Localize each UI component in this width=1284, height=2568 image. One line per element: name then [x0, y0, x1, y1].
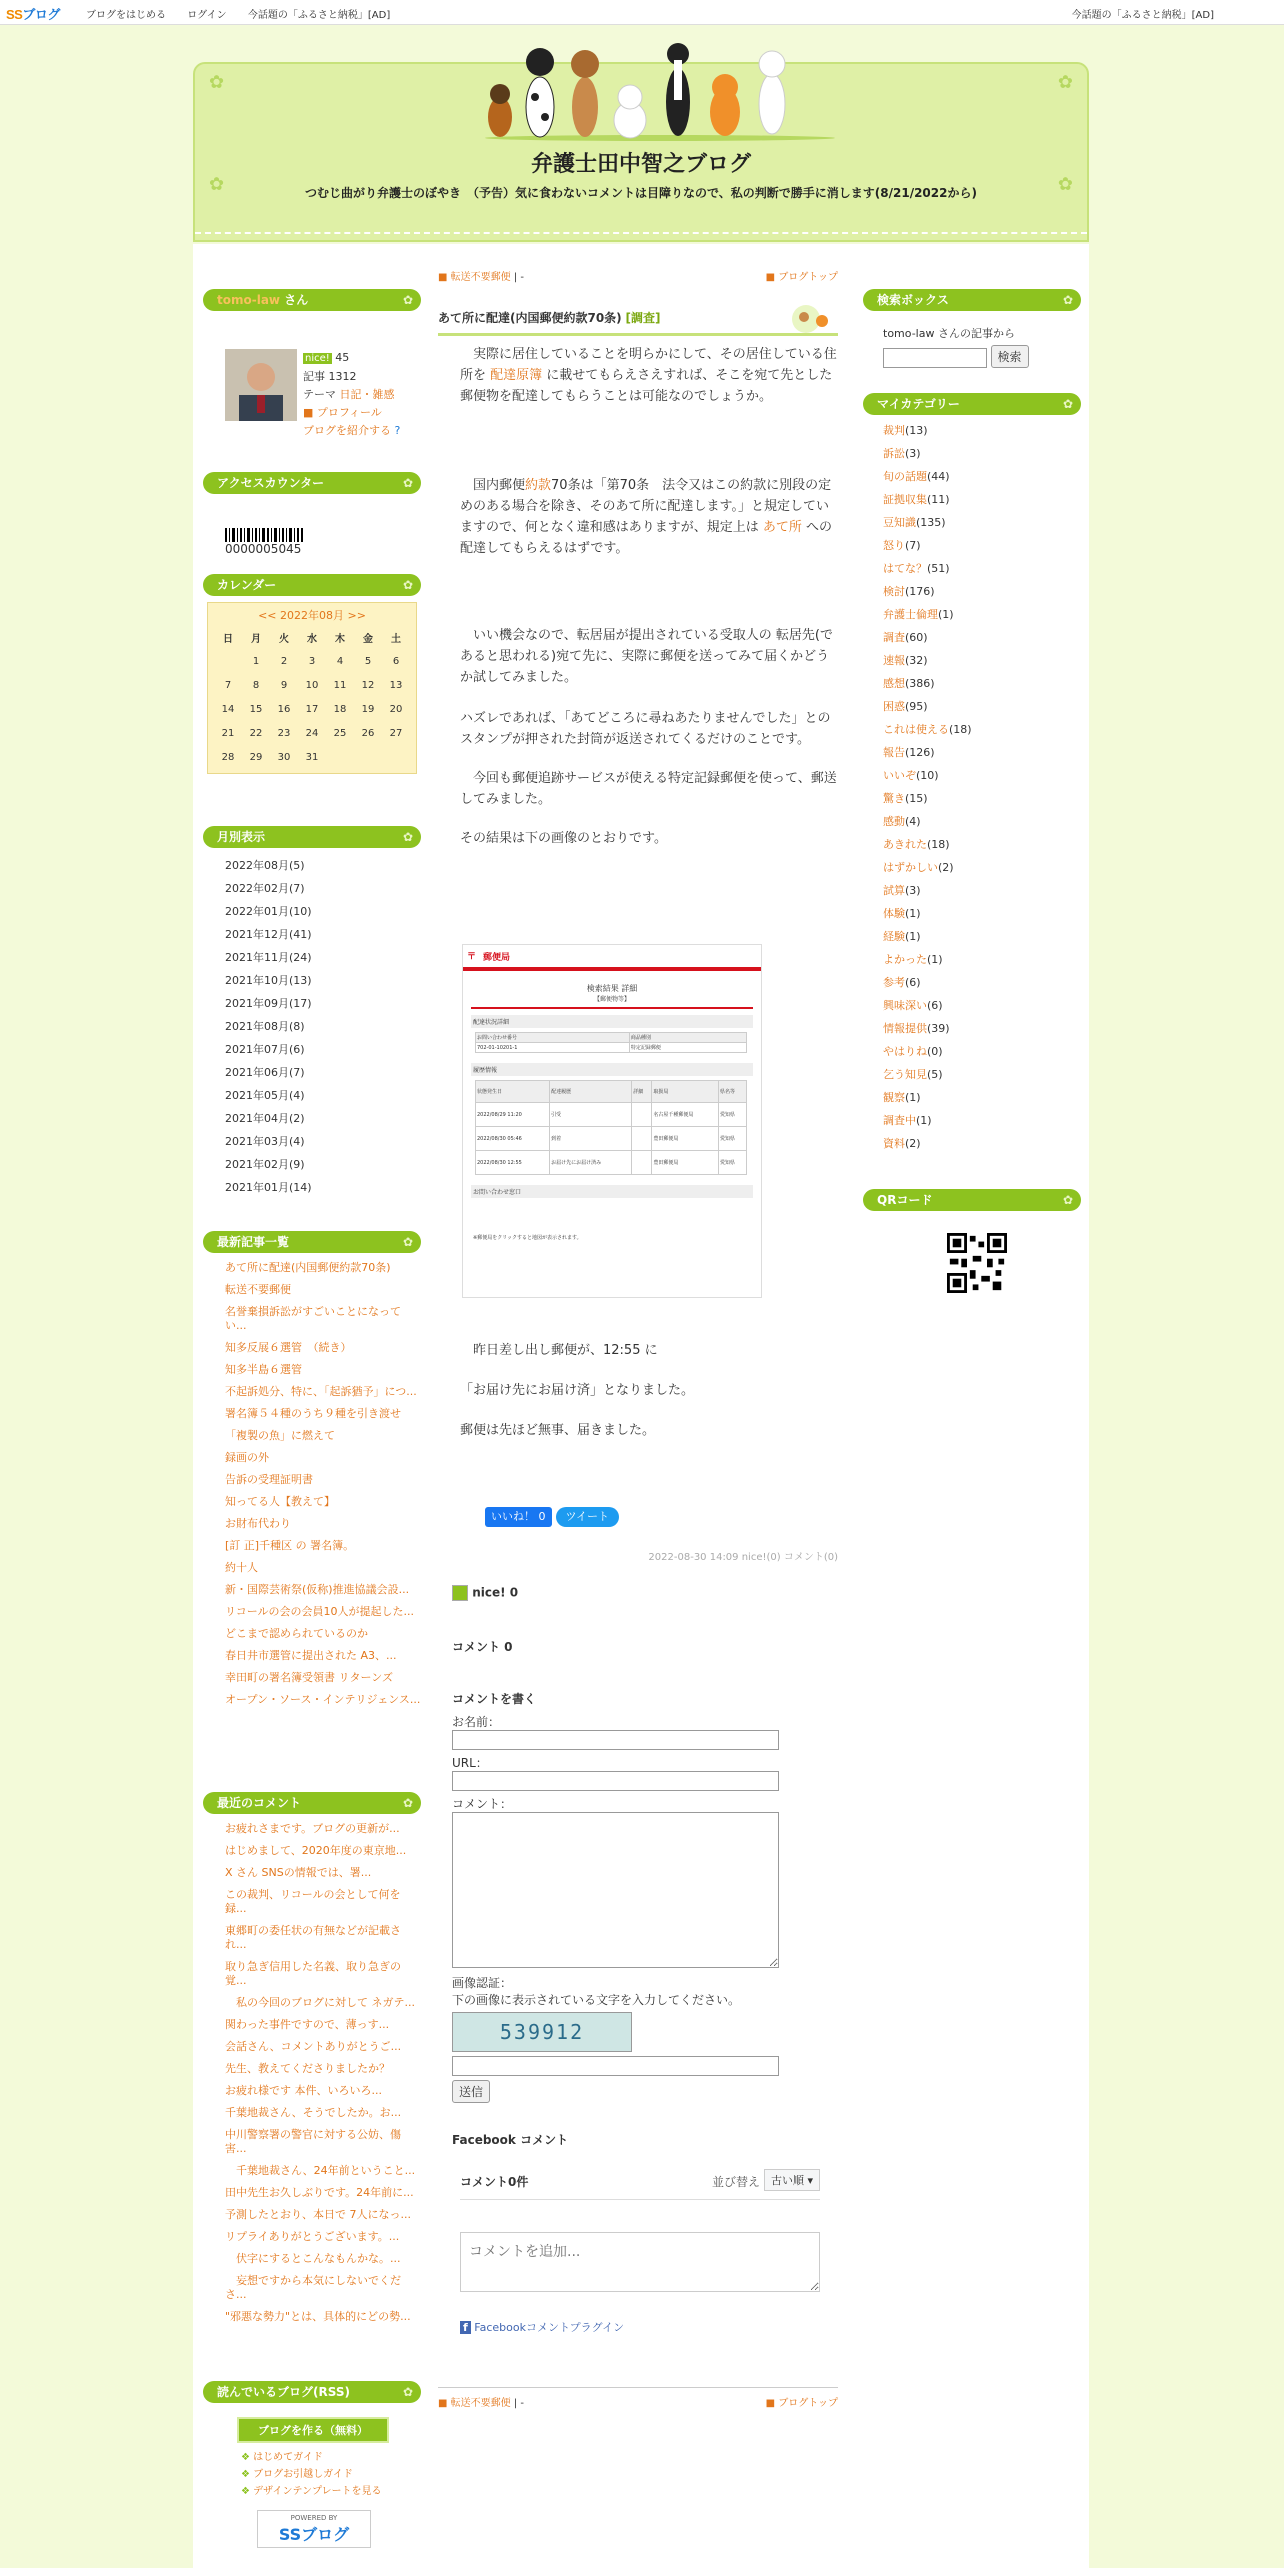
recent-post-link[interactable]: 告訴の受理証明書 — [225, 1473, 313, 1486]
category-item[interactable]: 感想(386) — [883, 677, 935, 690]
tracking-section-2: 履歴情報 — [471, 1063, 753, 1076]
dogs-illustration — [480, 42, 840, 142]
recent-post-link[interactable]: オープン・ソース・インテリジェンス... — [225, 1693, 421, 1706]
comment-textarea[interactable] — [452, 1812, 779, 1968]
calendar-day — [354, 745, 382, 769]
recent-post-link[interactable]: 知多半島６選管 — [225, 1363, 302, 1376]
calendar-day-header: 水 — [307, 633, 317, 645]
dog-icon — [666, 43, 690, 136]
post-body-end — [440, 1340, 840, 1441]
category-item[interactable]: はずかしい(2) — [883, 861, 954, 874]
monthly-item[interactable]: 2021年01月(14) — [225, 1181, 312, 1194]
japan-post-logo: 〒 — [467, 952, 477, 962]
fb-plugin-link[interactable]: f Facebookコメントプラグイン — [460, 2319, 820, 2335]
calendar-day: 10 — [305, 679, 319, 691]
post-body — [440, 344, 840, 849]
calendar-day-header: 木 — [335, 633, 345, 645]
calendar-caption — [214, 607, 410, 623]
nice-icon[interactable] — [452, 1585, 468, 1601]
category-item[interactable]: 報告(126) — [883, 746, 935, 759]
calendar-prev-link[interactable]: << — [258, 609, 277, 622]
bullet-icon: ❖ — [241, 2486, 250, 2497]
url-label: URL： — [452, 1756, 488, 1770]
ad-link-right[interactable]: 今話題の「ふるさと納税」[AD] — [1071, 10, 1214, 21]
tracking-note: ※郵便局をクリックすると地図が表示されます。 — [473, 1235, 582, 1241]
calendar-day: 1 — [252, 655, 260, 667]
category-item[interactable]: 観察(1) — [883, 1091, 921, 1104]
recent-comment-link[interactable]: リプライありがとうございます。... — [225, 2230, 400, 2243]
blog-title[interactable]: 弁護士田中智之ブログ — [530, 151, 751, 177]
post-paragraph: 実際に居住していることを明らかにして、その居住している住所を 配達原簿 に載せてもらえさえすれば、そこを宛て先とした郵便物を配達してもらうことは可能なのでしょうか。 — [460, 347, 837, 404]
post-paragraph: いい機会なので、転居届が提出されている受取人の 転居先(であると思われる)宛て先に、実際に郵便を送ってみて届くかどうか試してみました。 — [460, 628, 833, 685]
category-item[interactable]: 調査中(1) — [883, 1114, 932, 1127]
calendar-day: 31 — [305, 751, 319, 763]
post-paragraph: 昨日差し出し郵便が、12:55 に — [460, 1343, 658, 1358]
recent-comment-link[interactable]: 取り急ぎ信用した名義、取り急ぎの覚... — [225, 1960, 401, 1987]
fb-comment-input[interactable] — [460, 2232, 820, 2292]
recent-post-link[interactable]: 不起訴処分、特に、「起訴猶予」につ... — [225, 1385, 417, 1398]
powered-by-text: POWERED BY — [290, 2514, 338, 2522]
facebook-like-button[interactable]: いいね！ 0 — [485, 1507, 552, 1527]
post-meta: 2022-08-30 14:09 nice!(0) コメント(0) — [648, 1552, 838, 1563]
prev-icon: ■ — [438, 272, 448, 283]
search-button[interactable]: 検索 — [991, 345, 1029, 368]
dog-icon — [526, 48, 554, 137]
addressee-link[interactable]: あて所 — [762, 520, 802, 535]
template-link[interactable]: デザインテンプレートを見る — [253, 2486, 382, 2497]
category-item[interactable]: 情報提供(39) — [883, 1022, 950, 1035]
post-category-link[interactable]: [調査] — [625, 311, 661, 325]
category-item[interactable]: よかった(1) — [883, 953, 943, 966]
category-item[interactable]: やはりね(0) — [883, 1045, 943, 1058]
access-counter-section — [203, 472, 421, 556]
avatar[interactable] — [225, 349, 297, 421]
name-label: お名前： — [452, 1715, 501, 1729]
monthly-item[interactable]: 2021年07月(6) — [225, 1043, 305, 1056]
calendar-day: 16 — [277, 703, 291, 715]
comments-count: コメント 0 — [452, 1640, 513, 1654]
calendar-day-link[interactable]: 30 — [277, 751, 291, 763]
category-item[interactable]: 体験(1) — [883, 907, 921, 920]
delivery-register-link[interactable]: 配達原簿 — [490, 368, 543, 383]
calendar-day — [214, 649, 242, 673]
monthly-item[interactable]: 2021年11月(24) — [225, 951, 312, 964]
recent-comment-link[interactable]: お疲れさまです。ブログの更新が... — [225, 1822, 400, 1835]
tracking-number-table: お問い合わせ番号 商品種別 702-01-10201-1 特定記録郵便 — [475, 1032, 747, 1053]
recent-post-link[interactable]: どこまで認められているのか — [225, 1627, 368, 1640]
recent-posts-heading: 最新記事一覧 ✿ — [203, 1231, 421, 1253]
article-count: 記事 1312 — [303, 370, 357, 383]
dogs-mini-icon — [790, 303, 838, 333]
japan-post-header — [463, 945, 761, 971]
recent-comment-link[interactable]: 先生、教えてくださりましたか？ — [225, 2062, 390, 2075]
calendar-day: 8 — [252, 679, 260, 691]
category-item[interactable]: 旬の話題(44) — [883, 470, 950, 483]
calendar-day-header: 土 — [391, 633, 401, 645]
category-item[interactable]: これは使える(18) — [883, 723, 972, 736]
category-item[interactable]: 調査(60) — [883, 631, 928, 644]
captcha-image: 539912 — [452, 2012, 632, 2052]
profile-icon: ■ — [303, 406, 314, 419]
calendar-day: 23 — [277, 727, 291, 739]
name-input[interactable] — [452, 1730, 779, 1750]
recent-post-link[interactable]: 署名簿５４種のうち９種を引き渡せ — [225, 1407, 401, 1420]
calendar-section — [203, 574, 421, 774]
qr-code-icon — [947, 1233, 1007, 1293]
calendar-day: 17 — [305, 703, 319, 715]
monthly-item[interactable]: 2021年12月(41) — [225, 928, 312, 941]
monthly-item[interactable]: 2021年09月(17) — [225, 997, 312, 1010]
post-nav-bottom — [438, 2387, 838, 2409]
recent-comment-link[interactable]: 東郷町の委任状の有無などが記載され... — [225, 1924, 401, 1951]
calendar-day: 5 — [364, 655, 372, 667]
paw-icon: ✿ — [209, 174, 225, 195]
calendar-day-header: 金 — [363, 633, 373, 645]
recent-comment-link[interactable]: 関わった事件ですので、薄っす... — [225, 2018, 390, 2031]
calendar-day: 7 — [224, 679, 232, 691]
recent-post-link[interactable]: 知多反展６選管 （続き） — [225, 1341, 352, 1354]
post-nav-top — [438, 268, 838, 283]
next-post-link: - — [520, 272, 524, 283]
profile-user-suffix: さん — [284, 293, 309, 307]
category-item[interactable]: 弁護士倫理(1) — [883, 608, 954, 621]
calendar-month[interactable]: 2022年08月 — [280, 609, 344, 622]
recent-comment-link[interactable]: お疲れ様です 本件、いろいろ... — [225, 2084, 382, 2097]
recent-comment-link[interactable]: 千葉地裁さん、そうでしたか。お... — [225, 2106, 402, 2119]
category-item[interactable]: 試算(3) — [883, 884, 921, 897]
monthly-item[interactable]: 2021年06月(7) — [225, 1066, 305, 1079]
dog-icon — [571, 50, 599, 137]
calendar-day: 12 — [361, 679, 375, 691]
blog-top-link[interactable]: ブログトップ — [778, 272, 838, 283]
search-heading: 検索ボックス ✿ — [863, 289, 1081, 311]
calendar-day-header: 月 — [251, 633, 261, 645]
nice-count: 45 — [335, 351, 350, 364]
facebook-icon: f — [460, 2321, 471, 2334]
dog-icon — [759, 51, 785, 134]
recent-post-link[interactable]: リコールの会の会員10人が提起した... — [225, 1605, 415, 1618]
help-icon[interactable]: ? — [394, 424, 401, 437]
start-blog-link[interactable]: ブログをはじめる — [86, 10, 166, 21]
monthly-item[interactable]: 2022年08月(5) — [225, 859, 305, 872]
calendar-day: 21 — [221, 727, 235, 739]
calendar-day: 2 — [280, 655, 288, 667]
recent-post-link[interactable]: あて所に配達(内国郵便約款70条) — [225, 1261, 391, 1274]
my-category-section — [863, 393, 1081, 1155]
calendar-day: 18 — [333, 703, 347, 715]
calendar-day: 19 — [361, 703, 375, 715]
calendar-day — [326, 745, 354, 769]
search-input[interactable] — [883, 348, 987, 368]
prev-post-link[interactable]: 転送不要郵便 — [450, 272, 511, 283]
tweet-button[interactable]: ツイート — [556, 1507, 619, 1527]
first-guide-link[interactable]: はじめてガイド — [253, 2452, 323, 2463]
next-post-link-bottom: - — [520, 2398, 524, 2409]
recent-comment-link[interactable]: X さん SNSの情報では、署... — [225, 1866, 372, 1879]
calendar-day-link[interactable]: 28 — [221, 751, 235, 763]
bullet-icon: ❖ — [241, 2469, 250, 2480]
share-buttons — [485, 1507, 619, 1527]
nice-badge: nice! — [305, 353, 330, 364]
recent-comments-list — [203, 1814, 421, 2328]
facebook-comments-plugin — [460, 2165, 820, 2385]
category-item[interactable]: いいぞ(10) — [883, 769, 939, 782]
fb-comments-bar — [460, 2165, 820, 2200]
submit-button[interactable]: 送信 — [452, 2080, 490, 2103]
home-icon: ■ — [765, 2398, 776, 2409]
category-item[interactable]: あきれた(18) — [883, 838, 950, 851]
fb-sort-select[interactable]: 古い順 ▾ — [764, 2169, 820, 2191]
recent-posts-list — [203, 1253, 421, 1711]
calendar-day-header: 日 — [223, 633, 233, 645]
calendar-day: 4 — [336, 655, 344, 667]
calendar-next-link[interactable]: >> — [347, 609, 366, 622]
recent-comment-link[interactable]: この裁判、リコールの会として何を録... — [225, 1888, 401, 1915]
monthly-item[interactable]: 2022年01月(10) — [225, 905, 312, 918]
top-bar — [0, 0, 1284, 25]
theme-link[interactable]: 日記・雑感 — [339, 388, 395, 401]
powered-by-badge[interactable] — [257, 2510, 371, 2548]
move-guide-link[interactable]: ブログお引越しガイド — [253, 2469, 353, 2480]
post-paragraph: その結果は下の画像のとおりです。 — [460, 831, 667, 846]
monthly-item[interactable]: 2021年10月(13) — [225, 974, 312, 987]
profile-user-link[interactable]: tomo-law — [217, 293, 281, 307]
tracking-history-table: 状態発生日 配達履歴 詳細 取扱局 県名等 2022/08/29 11:20 引受 名古屋千種郵便局 愛知県 2022/08/30 05:46 到着 豊田郵便局 愛知県 2022/08/30 12:55 お届け先にお届け済み 豊田郵便局 愛知県 — [475, 1080, 747, 1175]
calendar-day: 9 — [280, 679, 288, 691]
right-sidebar — [863, 289, 1081, 368]
post-paragraph: 国内郵便約款70条は「第70条 法令又はこの約款に別段の定めのある場合を除き、そのあて所に配達します。」と規定していますので、何となく違和感はありますが、規定上は あて所 への配達してもらえるはずです。 — [460, 478, 833, 556]
ss-blog-logo[interactable]: SSブログ — [6, 7, 60, 22]
calendar-day: 29 — [249, 751, 263, 763]
recent-comment-link[interactable]: "邪悪な勢力"とは、具体的にどの勢... — [225, 2310, 411, 2323]
category-item[interactable]: 速報(32) — [883, 654, 928, 667]
login-link[interactable]: ログイン — [187, 10, 227, 21]
calendar-day: 13 — [389, 679, 403, 691]
calendar-day: 15 — [249, 703, 263, 715]
prev-icon: ■ — [438, 2398, 448, 2409]
dog-icon — [488, 84, 512, 137]
category-item[interactable]: 訴訟(3) — [883, 447, 921, 460]
comment-form — [452, 1690, 792, 2103]
monthly-list — [203, 848, 421, 1199]
qr-section — [863, 1189, 1081, 1293]
calendar-day: 3 — [308, 655, 316, 667]
comment-label: コメント： — [452, 1797, 513, 1811]
blog-subtitle: つむじ曲がり弁護士のぼやき （予告）気に食わないコメントは目障りなので、私の判断で勝手に消します(8/21/2022から) — [305, 186, 977, 200]
captcha-label: 画像認証： — [452, 1976, 513, 1990]
recent-posts-section — [203, 1231, 421, 1711]
recent-post-link[interactable]: 「複製の魚」に燃えて — [225, 1429, 335, 1442]
dog-icon — [710, 74, 740, 136]
calendar-day-link[interactable]: 26 — [361, 727, 375, 739]
theme-label: テーマ — [303, 388, 336, 401]
category-item[interactable]: 乞う知見(5) — [883, 1068, 943, 1081]
captcha-input[interactable] — [452, 2056, 779, 2076]
tracking-sub: 【郵便物等】 — [471, 994, 753, 1009]
category-item[interactable]: 興味深い(6) — [883, 999, 943, 1012]
rss-heading: 読んでいるブログ(RSS) ✿ — [203, 2381, 421, 2403]
my-category-heading: マイカテゴリー ✿ — [863, 393, 1081, 415]
recent-post-link[interactable]: [訂 正]千種区 の 署名簿。 — [225, 1539, 355, 1552]
post-paragraph: 今回も郵便追跡サービスが使える特定記録郵便を使って、郵送してみました。 — [460, 771, 837, 807]
access-count: 0000005045 — [225, 542, 302, 556]
tracking-heading: 検索結果 詳細 — [586, 984, 638, 993]
profile-link[interactable]: プロフィール — [316, 406, 382, 419]
nav-separator: | — [513, 2398, 518, 2409]
monthly-item[interactable]: 2021年05月(4) — [225, 1089, 305, 1102]
recent-post-link[interactable]: 名誉棄損訴訟がすごいことになってい... — [225, 1305, 401, 1332]
powered-by-logo: SSブログ — [278, 2525, 350, 2544]
nice-total: nice! 0 — [472, 1585, 519, 1600]
guide-links — [241, 2449, 421, 2500]
captcha-hint: 下の画像に表示されている文字を入力してください。 — [452, 1993, 741, 2007]
monthly-item[interactable]: 2022年02月(7) — [225, 882, 305, 895]
category-item[interactable]: 豆知識(135) — [883, 516, 946, 529]
japan-post-brand: 郵便局 — [483, 953, 511, 963]
nice-section — [452, 1585, 518, 1601]
category-item[interactable]: 経験(1) — [883, 930, 921, 943]
top-nav — [86, 6, 408, 21]
calendar-day — [382, 745, 410, 769]
post-paragraph: 郵便は先ほど無事、届きました。 — [460, 1423, 656, 1438]
fb-sort-label: 並び替え — [711, 2175, 760, 2189]
make-blog-button[interactable]: ブログを作る（無料） — [237, 2417, 389, 2443]
left-sidebar — [203, 289, 421, 437]
recent-comment-link[interactable]: 千葉地裁さん、24年前ということ... — [225, 2164, 416, 2177]
post-paragraph: ハズレであれば、「あてどころに尋ねあたりませんでした」とのスタンプが押された封筒が返送されてくるだけのことです。 — [460, 711, 831, 747]
category-item[interactable]: 裁判(13) — [883, 424, 928, 437]
barcode-icon — [225, 528, 305, 542]
profile-heading — [203, 289, 421, 311]
introduce-blog-link[interactable]: ブログを紹介する — [303, 424, 391, 437]
profile-stats — [303, 349, 400, 440]
category-item[interactable]: はてな？(51) — [883, 562, 950, 575]
recent-post-link[interactable]: 転送不要郵便 — [225, 1283, 291, 1296]
fb-comments-count: コメント0件 — [460, 2175, 529, 2189]
calendar — [207, 602, 417, 774]
recent-comment-link[interactable]: 伏字にするとこんなもんかな。... — [225, 2252, 401, 2265]
calendar-day: 11 — [333, 679, 347, 691]
recent-post-link[interactable]: 新・国際芸術祭(仮称)推進協議会設... — [225, 1583, 410, 1596]
bullet-icon: ❖ — [241, 2452, 250, 2463]
category-item[interactable]: 参考(6) — [883, 976, 921, 989]
recent-post-link[interactable]: 約十人 — [225, 1561, 258, 1574]
calendar-day: 25 — [333, 727, 347, 739]
calendar-grid — [214, 625, 410, 769]
blog-top-link-bottom[interactable]: ブログトップ — [778, 2398, 838, 2409]
monthly-item[interactable]: 2021年03月(4) — [225, 1135, 305, 1148]
recent-comment-link[interactable]: 予測したとおり、本日で 7人になっ... — [225, 2208, 411, 2221]
nav-separator: | — [513, 272, 518, 283]
recent-post-link[interactable]: 録画の外 — [225, 1451, 269, 1464]
home-icon: ■ — [765, 272, 776, 283]
rss-section — [203, 2381, 421, 2548]
recent-post-link[interactable]: 知ってる人【教えて】 — [225, 1495, 335, 1508]
monthly-item[interactable]: 2021年04月(2) — [225, 1112, 305, 1125]
recent-post-link[interactable]: お財布代わり — [225, 1517, 291, 1530]
category-item[interactable]: 驚き(15) — [883, 792, 928, 805]
calendar-day: 14 — [221, 703, 235, 715]
category-item[interactable]: 資料(2) — [883, 1137, 921, 1150]
recent-comment-link[interactable]: はじめまして、2020年度の東京地... — [225, 1844, 407, 1857]
category-item[interactable]: 証拠収集(11) — [883, 493, 950, 506]
category-list — [863, 415, 1081, 1155]
access-counter-heading: アクセスカウンター ✿ — [203, 472, 421, 494]
recent-post-link[interactable]: 春日井市選管に提出された A3、... — [225, 1649, 397, 1662]
calendar-day-header: 火 — [279, 633, 289, 645]
recent-comment-link[interactable]: 田中先生お久しぶりです。24年前に... — [225, 2186, 414, 2199]
recent-comment-link[interactable]: 中川警察署の警官に対する公妨、傷害... — [225, 2128, 401, 2155]
recent-comment-link[interactable]: 会話さん、コメントありがとうご... — [225, 2040, 402, 2053]
post-title-bar — [438, 303, 838, 336]
monthly-archive-section — [203, 826, 421, 1199]
url-input[interactable] — [452, 1771, 779, 1791]
recent-comments-section — [203, 1792, 421, 2328]
recent-comment-link[interactable]: 私の今回のブログに対して ネガテ... — [225, 1996, 415, 2009]
tracking-section-3: お問い合わせ窓口 — [471, 1185, 753, 1198]
tracking-section-1: 配達状況詳細 — [471, 1015, 753, 1028]
category-item[interactable]: 検討(176) — [883, 585, 935, 598]
ad-link[interactable]: 今話題の「ふるさと納税」[AD] — [247, 10, 391, 21]
calendar-heading: カレンダー ✿ — [203, 574, 421, 596]
paw-icon: ✿ — [1057, 174, 1073, 195]
facebook-comments-heading: Facebook コメント — [452, 2133, 569, 2147]
terms-link[interactable]: 約款 — [525, 478, 552, 493]
dog-icon — [614, 85, 646, 138]
paw-icon: ✿ — [209, 72, 225, 93]
calendar-day: 20 — [389, 703, 403, 715]
monthly-item[interactable]: 2021年08月(8) — [225, 1020, 305, 1033]
category-item[interactable]: 困惑(95) — [883, 700, 928, 713]
recent-post-link[interactable]: 幸田町の署名簿受領書 リターンズ — [225, 1671, 393, 1684]
paw-icon: ✿ — [1057, 72, 1073, 93]
category-item[interactable]: 感動(4) — [883, 815, 921, 828]
calendar-day: 6 — [392, 655, 400, 667]
comment-form-heading: コメントを書く — [452, 1692, 537, 1706]
monthly-item[interactable]: 2021年02月(9) — [225, 1158, 305, 1171]
category-item[interactable]: 怒り(7) — [883, 539, 921, 552]
search-hint: tomo-law さんの記事から — [883, 327, 1015, 340]
post-paragraph: 「お届け先にお届け済」となりました。 — [460, 1383, 695, 1398]
tracking-result-image[interactable] — [462, 944, 762, 1298]
calendar-day: 24 — [305, 727, 319, 739]
calendar-day: 22 — [249, 727, 263, 739]
qr-heading: QRコード ✿ — [863, 1189, 1081, 1211]
recent-comment-link[interactable]: 妄想ですから本気にしないでくださ... — [225, 2274, 401, 2301]
prev-post-link-bottom[interactable]: 転送不要郵便 — [450, 2398, 511, 2409]
monthly-archive-heading: 月別表示 ✿ — [203, 826, 421, 848]
calendar-day: 27 — [389, 727, 403, 739]
profile-box — [203, 311, 421, 437]
recent-comments-heading: 最近のコメント ✿ — [203, 1792, 421, 1814]
post-title[interactable]: あて所に配達(内国郵便約款70条) — [438, 311, 622, 325]
